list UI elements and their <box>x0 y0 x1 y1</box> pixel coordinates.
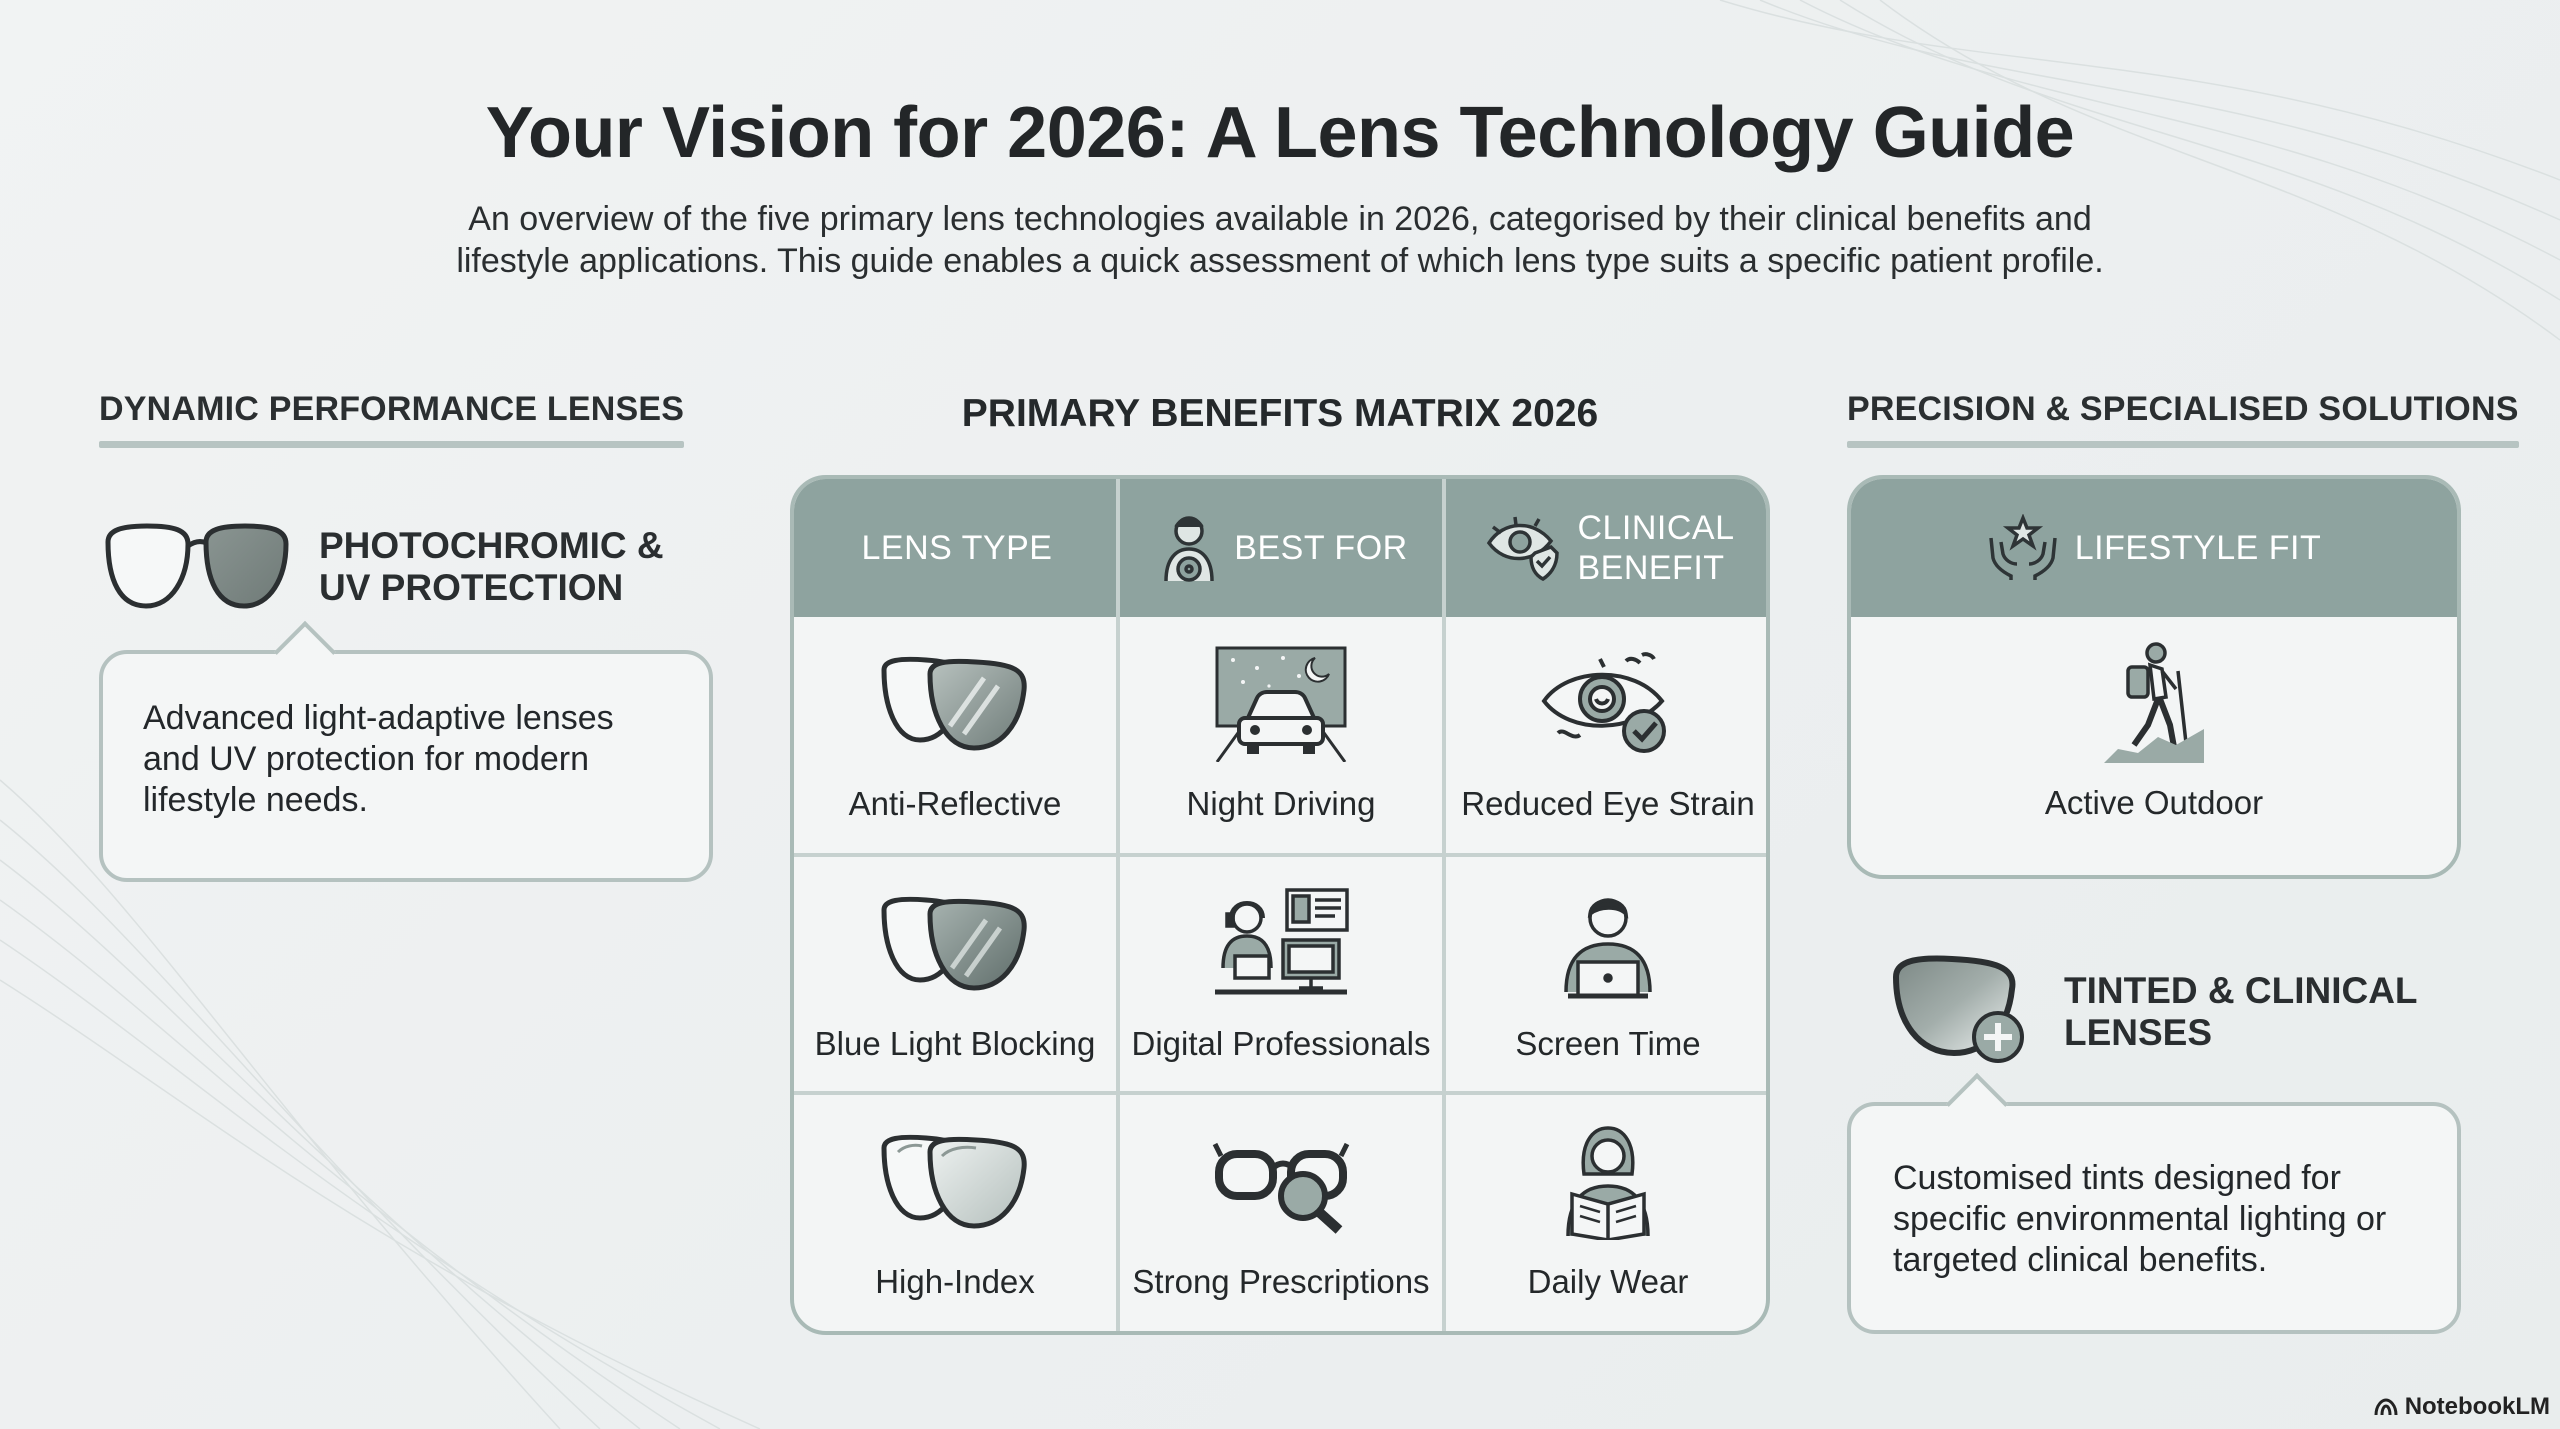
column-header-best-for <box>1120 479 1446 617</box>
matrix-cell <box>1446 1095 1770 1331</box>
lifestyle-fit-header <box>1851 479 2457 617</box>
clinical-benefit-label: Reduced Eye Strain <box>1461 785 1755 822</box>
column-header-lens-type-label: LENS TYPE <box>861 529 1053 567</box>
photochromic-description: Advanced light-adaptive lenses and UV protection for modern lifestyle needs. <box>143 699 614 819</box>
matrix-heading: PRIMARY BENEFITS MATRIX 2026 <box>961 392 1599 435</box>
glasses-magnifier-icon <box>1211 1117 1351 1247</box>
column-header-clinical-benefit-label <box>1577 508 1734 588</box>
matrix-cell <box>794 857 1116 1093</box>
matrix-cell <box>794 1095 1116 1331</box>
eye-check-icon <box>1538 639 1678 769</box>
anti-reflective-lens-icon <box>880 639 1030 769</box>
page-subtitle: An overview of the five primary lens technologies available in 2026, categorised by their clinical benefits and lifestyle applications. This guide enables a quick assessment of which lens type suits a specific patient profile. <box>456 200 2104 280</box>
photochromic-title <box>319 525 664 609</box>
brand-watermark <box>2373 1393 2550 1421</box>
best-for-label: Strong Prescriptions <box>1132 1263 1430 1300</box>
column-header-lens-type <box>794 479 1120 617</box>
benefits-matrix <box>790 475 1770 1335</box>
reading-person-icon <box>1558 1117 1658 1247</box>
blue-light-lens-icon <box>880 879 1030 1009</box>
lifestyle-item-label: Active Outdoor <box>2044 784 2264 821</box>
photochromic-title-line1: PHOTOCHROMIC & <box>319 525 664 566</box>
matrix-cell <box>1120 1095 1442 1331</box>
brand-name: NotebookLM <box>2404 1393 2550 1420</box>
clinical-benefit-line2: BENEFIT <box>1577 549 1725 587</box>
right-section-heading-text: PRECISION & SPECIALISED SOLUTIONS <box>1847 390 2519 428</box>
photochromic-title-line2: UV PROTECTION <box>319 567 624 608</box>
callout-pointer <box>274 621 336 683</box>
matrix-cell <box>1120 857 1442 1093</box>
matrix-cell <box>1446 857 1770 1093</box>
best-for-label: Digital Professionals <box>1131 1025 1431 1062</box>
left-section-heading-text: DYNAMIC PERFORMANCE LENSES <box>99 390 685 428</box>
laptop-user-icon <box>1558 879 1658 1009</box>
clinical-benefit-label: Screen Time <box>1515 1025 1701 1062</box>
notebooklm-logo-icon <box>2373 1397 2399 1417</box>
driver-icon <box>1158 511 1220 585</box>
eye-shield-icon <box>1485 513 1563 583</box>
tinted-clinical-description: Customised tints designed for specific environmental lighting or targeted clinical benefits. <box>1893 1159 2387 1279</box>
tinted-clinical-title <box>2064 970 2418 1054</box>
photochromic-glasses-icon <box>102 522 292 614</box>
callout-pointer <box>1946 1073 2008 1135</box>
column-header-clinical-benefit <box>1446 479 1770 617</box>
lens-type-label: High-Index <box>875 1263 1035 1300</box>
lifestyle-fit-header-label: LIFESTYLE FIT <box>2074 528 2322 567</box>
clinical-benefit-label: Daily Wear <box>1527 1263 1689 1300</box>
tinted-clinical-title-line2: LENSES <box>2064 1012 2213 1053</box>
tinted-clinical-title-line1: TINTED & CLINICAL <box>2064 970 2418 1011</box>
best-for-label: Night Driving <box>1186 785 1376 822</box>
lens-type-label: Anti-Reflective <box>848 785 1062 822</box>
heading-underline <box>1847 441 2519 448</box>
tinted-clinical-description-card <box>1847 1102 2461 1334</box>
left-section-heading <box>99 390 684 448</box>
lifestyle-fit-body <box>1851 617 2457 822</box>
tinted-lens-plus-icon <box>1890 955 2030 1067</box>
photochromic-description-card <box>99 650 713 882</box>
clinical-benefit-line1: CLINICAL <box>1577 509 1735 547</box>
high-index-lens-icon <box>880 1117 1030 1247</box>
night-driving-car-icon <box>1213 639 1349 769</box>
matrix-cell <box>1120 617 1442 853</box>
lens-type-label: Blue Light Blocking <box>814 1025 1096 1062</box>
hands-star-icon <box>1987 514 2059 582</box>
hiker-icon <box>2104 641 2204 770</box>
matrix-cell <box>794 617 1116 853</box>
right-section-heading <box>1847 390 2519 448</box>
column-header-best-for-label: BEST FOR <box>1234 529 1408 567</box>
heading-underline <box>99 441 684 448</box>
matrix-cell <box>1446 617 1770 853</box>
digital-workers-icon <box>1211 879 1351 1009</box>
page-title: Your Vision for 2026: A Lens Technology Guide <box>485 93 2075 173</box>
lifestyle-fit-card <box>1847 475 2461 879</box>
